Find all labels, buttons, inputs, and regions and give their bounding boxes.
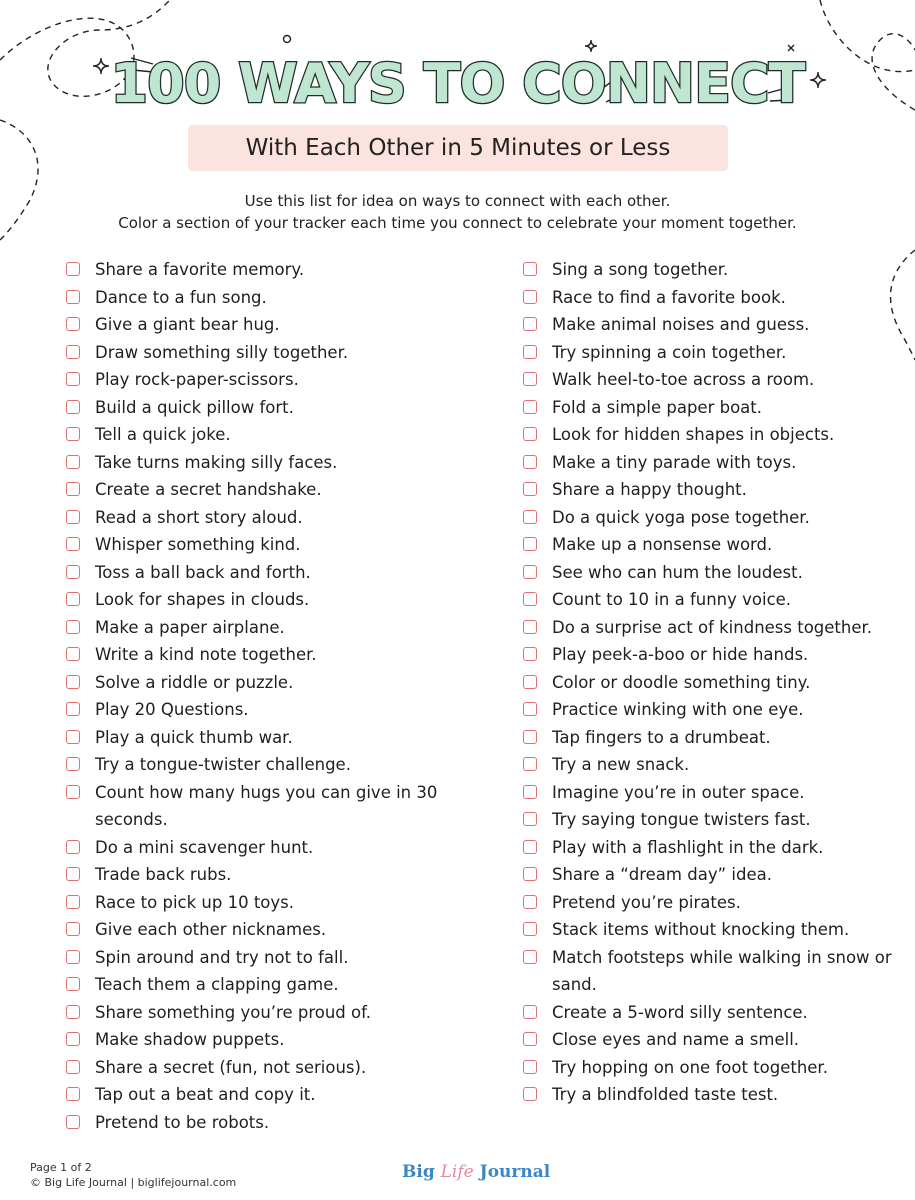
checkbox-icon[interactable]	[523, 317, 537, 331]
checkbox-icon[interactable]	[66, 262, 80, 276]
checkbox-icon[interactable]	[66, 510, 80, 524]
checklist-item	[523, 641, 903, 669]
checkbox-icon[interactable]	[523, 922, 537, 936]
checklist-item-label: Try spinning a coin together.	[552, 342, 787, 362]
checklist-item	[523, 779, 903, 807]
checklist-item-label: Close eyes and name a smell.	[552, 1030, 800, 1049]
checkbox-icon[interactable]	[66, 620, 80, 634]
checkbox-icon[interactable]	[523, 812, 537, 826]
checklist-item	[66, 696, 496, 724]
checkbox-icon[interactable]	[523, 757, 537, 771]
checklist-item-label: Create a secret handshake.	[95, 480, 322, 499]
checklist-item	[523, 834, 903, 862]
checklist-item-label: Try a new snack.	[552, 755, 690, 774]
checklist-item-label: Make shadow puppets.	[95, 1030, 285, 1049]
checklist-item-label: Try a blindfolded taste test.	[552, 1085, 779, 1104]
subtitle-banner	[188, 125, 728, 171]
checkbox-icon[interactable]	[523, 675, 537, 689]
checklist-item	[523, 669, 903, 697]
checkbox-icon[interactable]	[523, 730, 537, 744]
checkbox-icon[interactable]	[523, 592, 537, 606]
checklist-item-label: Whisper something kind.	[95, 535, 301, 554]
checklist-item-label: Look for hidden shapes in objects.	[552, 425, 835, 444]
checklist-item	[523, 586, 903, 614]
checkbox-icon[interactable]	[66, 950, 80, 964]
checkbox-icon[interactable]	[523, 895, 537, 909]
checklist-item-label: Give a giant bear hug.	[95, 315, 280, 334]
checklist-item	[66, 586, 496, 614]
checkbox-icon[interactable]	[523, 840, 537, 854]
checklist-item	[66, 724, 496, 752]
checklist-item-label: Share something you’re proud of.	[95, 1002, 371, 1022]
checklist-item	[66, 504, 496, 532]
checkbox-icon[interactable]	[523, 950, 537, 964]
checklist-item-label: Do a quick yoga pose together.	[552, 507, 810, 527]
checkbox-icon[interactable]	[66, 1087, 80, 1101]
checklist-item-label: Race to pick up 10 toys.	[95, 892, 295, 912]
checklist-item	[523, 559, 903, 587]
checkbox-icon[interactable]	[523, 1060, 537, 1074]
checkbox-icon[interactable]	[523, 482, 537, 496]
checkbox-icon[interactable]	[523, 1087, 537, 1101]
checkbox-icon[interactable]	[523, 565, 537, 579]
checkbox-icon[interactable]	[523, 262, 537, 276]
checklist-item-label: Toss a ball back and forth.	[95, 562, 311, 582]
checkbox-icon[interactable]	[523, 537, 537, 551]
checklist-item	[523, 311, 903, 339]
checklist-item-label: Imagine you’re in outer space.	[552, 782, 805, 802]
checklist-item	[523, 1054, 903, 1082]
checklist-item	[523, 1081, 903, 1109]
checklist-item	[66, 256, 496, 284]
checkbox-icon[interactable]	[66, 1060, 80, 1074]
checklist-item	[66, 476, 496, 504]
checklist-item	[523, 696, 903, 724]
checklist-item-label: Look for shapes in clouds.	[95, 590, 310, 609]
checklist-item-label: Share a favorite memory.	[95, 260, 305, 279]
checklist-item	[523, 394, 903, 422]
checklist-item	[523, 861, 903, 889]
checklist-item	[66, 311, 496, 339]
checklist-item-label: Dance to a fun song.	[95, 287, 267, 307]
checklist-item	[523, 614, 903, 642]
checkbox-icon[interactable]	[66, 675, 80, 689]
checklist-item-label: Make a paper airplane.	[95, 617, 285, 637]
checklist-item	[66, 421, 496, 449]
checklist-right-column	[523, 256, 903, 1109]
checklist-item-label: Tell a quick joke.	[95, 425, 231, 444]
checklist-item-label: Share a happy thought.	[552, 480, 747, 499]
checklist-item	[66, 1109, 496, 1137]
checklist-item	[66, 394, 496, 422]
checklist-item	[523, 999, 903, 1027]
checkbox-icon[interactable]	[66, 317, 80, 331]
checklist-item-label: Spin around and try not to fall.	[95, 947, 349, 967]
checklist-item-label: Walk heel-to-toe across a room.	[552, 370, 815, 389]
checklist-item	[523, 724, 903, 752]
checklist-item-label: Stack items without knocking them.	[552, 920, 850, 939]
checklist-item-label: Race to find a favorite book.	[552, 287, 786, 307]
brand-word: Journal	[479, 1162, 551, 1182]
checklist-item-label: Play a quick thumb war.	[95, 727, 293, 747]
page-number: Page 1 of 2	[30, 1161, 92, 1174]
checklist-item-label: Try a tongue-twister challenge.	[95, 755, 351, 774]
checklist-item	[523, 751, 903, 779]
checkbox-icon[interactable]	[66, 537, 80, 551]
checklist-item-label: Build a quick pillow fort.	[95, 397, 294, 417]
checklist-item-label: Play with a flashlight in the dark.	[552, 837, 824, 857]
checklist-item-label: Play 20 Questions.	[95, 700, 249, 719]
checklist-item	[66, 669, 496, 697]
checkbox-icon[interactable]	[66, 730, 80, 744]
page-subtitle: With Each Other in 5 Minutes or Less	[245, 135, 671, 161]
checklist-item-label: Sing a song together.	[552, 260, 729, 279]
checklist-item-label: Play rock-paper-scissors.	[95, 370, 299, 389]
checklist-item	[523, 806, 903, 834]
checkbox-icon[interactable]	[66, 922, 80, 936]
checklist-item	[523, 889, 903, 917]
checkbox-icon[interactable]	[523, 290, 537, 304]
checkbox-icon[interactable]	[66, 977, 80, 991]
checklist-item-label: Share a secret (fun, not serious).	[95, 1057, 367, 1077]
checkbox-icon[interactable]	[66, 1115, 80, 1129]
checklist-item-label: Play peek-a-boo or hide hands.	[552, 645, 809, 664]
checklist-item-label: Match footsteps while walking in snow or sand.	[552, 947, 892, 994]
checklist-item-label: Give each other nicknames.	[95, 920, 327, 939]
checklist-item-label: Pretend you’re pirates.	[552, 892, 741, 912]
checklist-item	[66, 999, 496, 1027]
checklist-item	[523, 476, 903, 504]
intro-text	[0, 190, 915, 234]
checklist-item-label: Make a tiny parade with toys.	[552, 452, 797, 472]
checklist-item	[66, 559, 496, 587]
checklist-item-label: Create a 5-word silly sentence.	[552, 1002, 808, 1022]
intro-line: Color a section of your tracker each time you connect to celebrate your moment together.	[118, 214, 797, 232]
checkbox-icon[interactable]	[66, 400, 80, 414]
intro-line: Use this list for idea on ways to connect with each other.	[244, 192, 671, 210]
checklist-item-label: See who can hum the loudest.	[552, 562, 803, 582]
checklist-item-label: Try hopping on one foot together.	[552, 1057, 828, 1077]
checklist-item	[66, 971, 496, 999]
checklist-item	[66, 861, 496, 889]
checklist-item-label: Pretend to be robots.	[95, 1112, 270, 1132]
checkbox-icon[interactable]	[523, 1032, 537, 1046]
checklist-item-label: Take turns making silly faces.	[95, 452, 338, 472]
copyright-text: © Big Life Journal | biglifejournal.com	[30, 1176, 237, 1189]
checklist-item	[523, 1026, 903, 1054]
checkbox-icon[interactable]	[523, 345, 537, 359]
checkbox-icon[interactable]	[66, 647, 80, 661]
checkbox-icon[interactable]	[66, 345, 80, 359]
footer-info	[30, 1160, 236, 1190]
checklist-item	[66, 284, 496, 312]
checklist-item-label: Do a surprise act of kindness together.	[552, 617, 873, 637]
checklist-item	[66, 339, 496, 367]
checkbox-icon[interactable]	[66, 372, 80, 386]
checklist-item	[523, 944, 903, 999]
checklist-item	[66, 751, 496, 779]
checkbox-icon[interactable]	[66, 1005, 80, 1019]
checkbox-icon[interactable]	[523, 372, 537, 386]
checklist-item	[523, 504, 903, 532]
checkbox-icon[interactable]	[523, 785, 537, 799]
checklist-item-label: Draw something silly together.	[95, 342, 349, 362]
checklist-item-label: Count to 10 in a funny voice.	[552, 590, 792, 609]
checkbox-icon[interactable]	[66, 1032, 80, 1046]
checklist-item-label: Trade back rubs.	[95, 865, 232, 884]
checklist-item-label: Practice winking with one eye.	[552, 700, 804, 719]
brand-logo	[402, 1162, 550, 1182]
checklist-item-label: Teach them a clapping game.	[95, 975, 339, 994]
checkbox-icon[interactable]	[66, 785, 80, 799]
checkbox-icon[interactable]	[66, 757, 80, 771]
checkbox-icon[interactable]	[66, 455, 80, 469]
checklist-item	[523, 366, 903, 394]
checklist-item	[66, 614, 496, 642]
checkbox-icon[interactable]	[523, 647, 537, 661]
checklist-item-label: Make animal noises and guess.	[552, 315, 810, 334]
checklist-item-label: Count how many hugs you can give in 30 seconds.	[95, 782, 438, 829]
checklist-item-label: Try saying tongue twisters fast.	[552, 810, 811, 829]
checklist-item	[523, 284, 903, 312]
checklist-item	[66, 1054, 496, 1082]
checklist-left-column	[66, 256, 496, 1136]
checkbox-icon[interactable]	[66, 702, 80, 716]
checkbox-icon[interactable]	[523, 400, 537, 414]
checklist-item	[523, 256, 903, 284]
checkbox-icon[interactable]	[66, 867, 80, 881]
brand-word: Big	[402, 1162, 435, 1182]
checklist-item-label: Color or doodle something tiny.	[552, 672, 811, 692]
checklist-item-label: Write a kind note together.	[95, 645, 317, 664]
checklist-item	[66, 834, 496, 862]
checklist-item	[66, 366, 496, 394]
checklist-item	[66, 944, 496, 972]
sparkle-icon	[284, 36, 291, 43]
checklist-item	[66, 889, 496, 917]
checklist-item-label: Make up a nonsense word.	[552, 535, 773, 554]
checkbox-icon[interactable]	[66, 895, 80, 909]
checklist-item	[66, 641, 496, 669]
checklist-item	[66, 449, 496, 477]
checkbox-icon[interactable]	[523, 1005, 537, 1019]
checklist-item	[66, 779, 496, 834]
checklist-item	[66, 1026, 496, 1054]
checklist-item	[523, 531, 903, 559]
checkbox-icon[interactable]	[523, 620, 537, 634]
checklist-item-label: Fold a simple paper boat.	[552, 397, 762, 417]
checkbox-icon[interactable]	[66, 427, 80, 441]
checkbox-icon[interactable]	[66, 840, 80, 854]
checklist-item-label: Read a short story aloud.	[95, 507, 303, 527]
checkbox-icon[interactable]	[66, 565, 80, 579]
checkbox-icon[interactable]	[66, 290, 80, 304]
checklist-item	[66, 1081, 496, 1109]
checklist-item-label: Solve a riddle or puzzle.	[95, 672, 294, 692]
checklist-item	[523, 421, 903, 449]
checkbox-icon[interactable]	[523, 510, 537, 524]
brand-word: Life	[440, 1162, 474, 1182]
checklist-item-label: Tap fingers to a drumbeat.	[552, 727, 771, 747]
checkbox-icon[interactable]	[523, 867, 537, 881]
checklist-item	[523, 339, 903, 367]
checkbox-icon[interactable]	[66, 592, 80, 606]
checklist-item	[523, 916, 903, 944]
checklist-item	[66, 916, 496, 944]
checkbox-icon[interactable]	[523, 427, 537, 441]
checklist-item	[523, 449, 903, 477]
checklist-item-label: Do a mini scavenger hunt.	[95, 837, 314, 857]
checklist-item-label: Tap out a beat and copy it.	[95, 1085, 316, 1104]
page-title: 100 WAYS TO CONNECT	[110, 52, 805, 115]
checkbox-icon[interactable]	[66, 482, 80, 496]
checklist-item-label: Share a “dream day” idea.	[552, 865, 772, 884]
checkbox-icon[interactable]	[523, 455, 537, 469]
checklist-item	[66, 531, 496, 559]
checkbox-icon[interactable]	[523, 702, 537, 716]
